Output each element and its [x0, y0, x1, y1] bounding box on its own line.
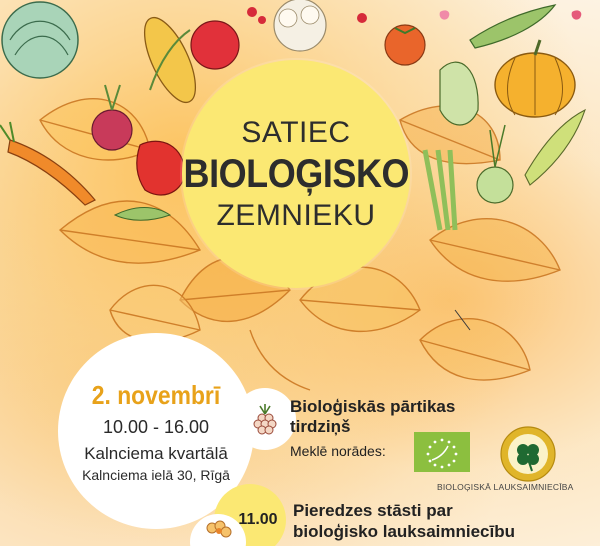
raspberry-icon — [234, 388, 296, 450]
certification-caption: BIOLOĢISKĀ LAUKSAIMNIECĪBA — [437, 482, 574, 492]
flower-icon-badge — [190, 514, 246, 546]
title-line-1: SATIEC — [241, 115, 351, 149]
market-name-line-2: tirdziņš — [290, 417, 351, 436]
event-venue: Kalnciema kvartālā — [84, 443, 228, 463]
event-hours: 10.00 - 16.00 — [102, 416, 210, 437]
title-line-2: BIOLOĢISKO — [183, 151, 409, 196]
eu-organic-leaf-icon — [414, 432, 470, 472]
talk-time: 11.00 — [238, 511, 278, 528]
cabbage-icon — [2, 2, 78, 78]
talk-line-2: bioloģisko lauksaimniecību — [293, 522, 515, 541]
talk-event — [293, 500, 593, 542]
title-line-3: ZEMNIEKU — [216, 198, 376, 232]
market-hint: Meklē norādes: — [290, 443, 386, 459]
flower-icon — [190, 514, 246, 546]
talk-line-1: Pieredzes stāsti par — [293, 501, 453, 520]
ecoproduct-clover-seal-icon — [499, 425, 557, 483]
event-address: Kalnciema ielā 30, Rīgā — [82, 466, 230, 483]
market-name-line-1: Bioloģiskās pārtikas — [290, 397, 456, 416]
title-badge — [182, 60, 410, 288]
event-date: 2. novembrī — [91, 379, 221, 410]
raspberry-icon-badge — [234, 388, 296, 450]
